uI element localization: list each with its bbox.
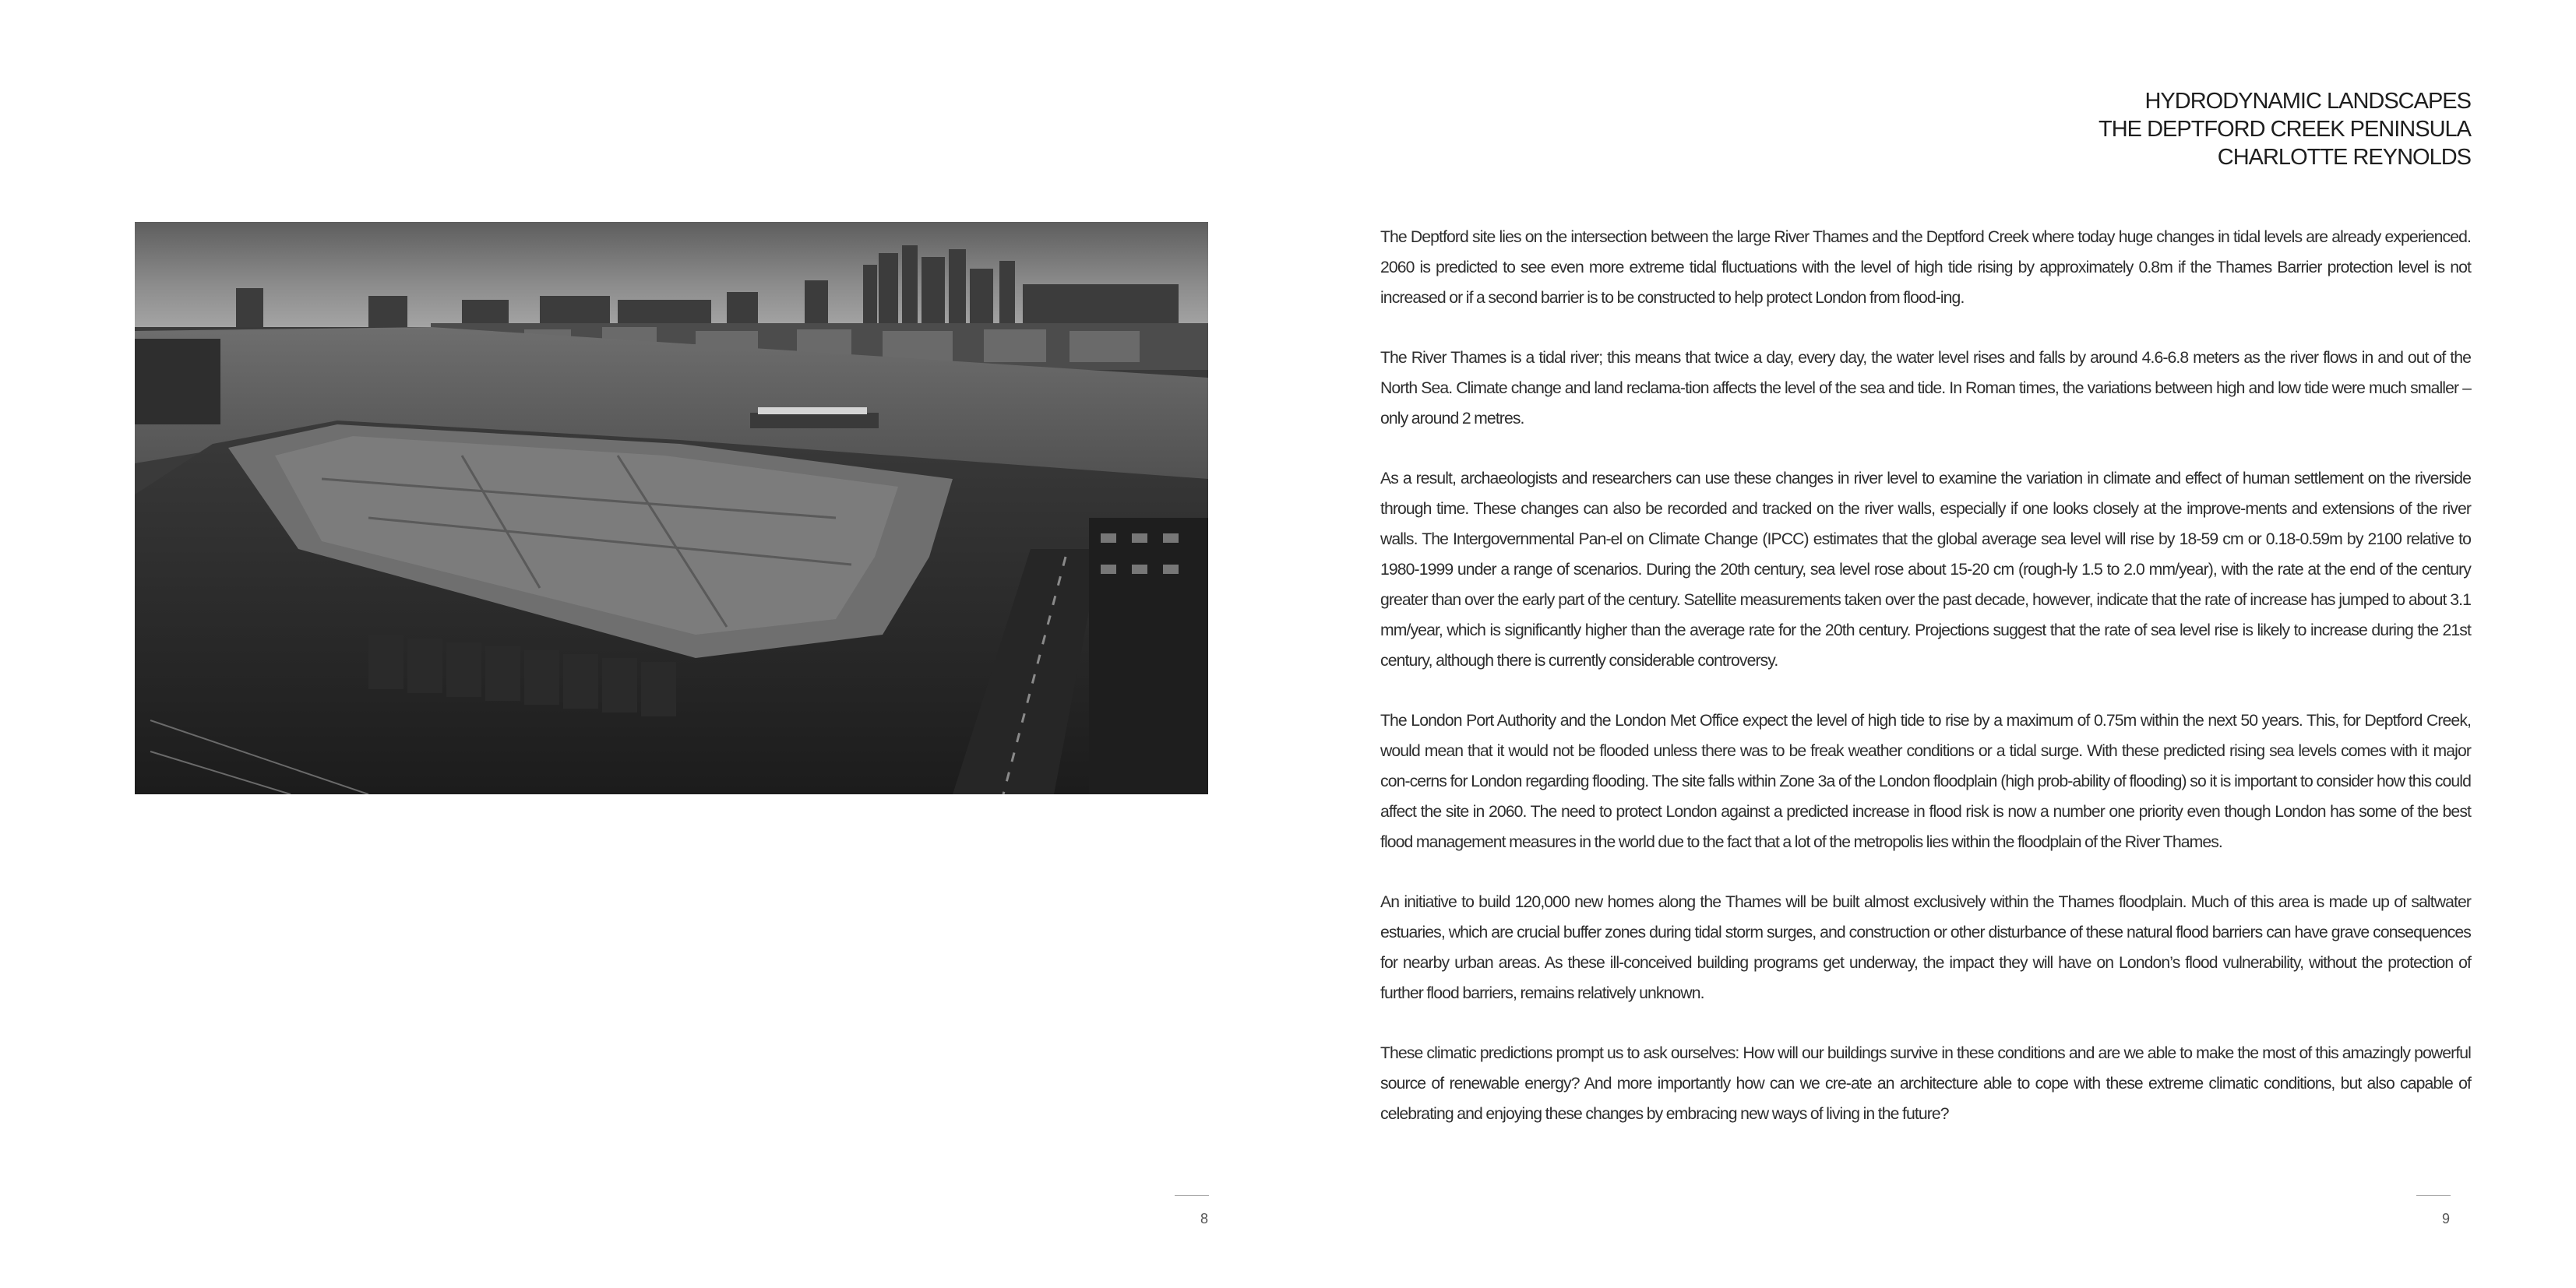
paragraph: An initiative to build 120,000 new homes along the Thames will be built almost exclusively within the Thames floodplain. Much of this area is made up of saltwater estuaries, which are crucial buffer zones during tidal storm surges, and construction or other disturbance of these natural flood barriers can have grave consequences for nearby urban areas. As these ill-conceived building programs get underway, the impact they will have on London’s flood vulnerability, without the protection of further flood barriers, remains relatively unknown. [1380,893,2471,1002]
header-subtitle: THE DEPTFORD CREEK PENINSULA [2099,117,2471,142]
paragraph: The London Port Authority and the London Met Office expect the level of high tide to rise by a maximum of 0.75m within the next 50 years. This, for Deptford Creek, would mean that it would not be flooded unless there was to be freak weather conditions or a tidal surge. With these predicted rising sea levels comes with it major con-cerns for London regarding flooding. The site falls within Zone 3a of the London floodplain (high prob-ability of flooding) so it is important to consider how this could affect the site in 2060. The need to protect London against a predicted increase in flood risk is now a number one priority even though London has some of the best flood management measures in the world due to the fact that a lot of the metropolis lies within the floodplain of the River Thames. [1380,712,2471,851]
paragraph: As a result, archaeologists and researchers can use these changes in river level to examine the variation in climate and effect of human settlement on the riverside through time. These changes can also be recorded and tracked on the river walls, especially if one looks closely at the improve-ments and extensions of the river walls. The Intergovernmental Pan-el on Climate Change (IPCC) estimates that the global average sea level will rise by 18-59 cm or 0.18-0.59m by 2100 relative to 1980-1999 under a range of scenarios. During the 20th century, sea level rose about 15-20 cm (rough-ly 1.5 to 2.0 mm/year), with the rate at the end of the century greater than over the early part of the century. Satellite measurements taken over the past decade, however, indicate that the rate of increase has jumped to about 3.1 mm/year, which is significantly higher than the average rate for the 20th century. Projections suggest that the rate of sea level rise is likely to increase during the 21st century, although there is currently considerable controversy. [1380,470,2471,670]
body-text [1380,222,2471,1129]
right-folio-rule [2416,1195,2451,1196]
right-page [1288,0,2576,1288]
header-author: CHARLOTTE REYNOLDS [2217,145,2471,170]
left-folio-rule [1175,1195,1209,1196]
aerial-photo-image [135,222,1208,794]
paragraph: The Deptford site lies on the intersection between the large River Thames and the Deptford Creek where today huge changes in tidal levels are already experienced. 2060 is predicted to see even more extreme tidal fluctuations with the level of high tide rising by approximately 0.8m if the Thames Barrier protection level is not increased or if a second barrier is to be constructed to help protect London from flood-ing. [1380,228,2471,307]
header-title: HYDRODYNAMIC LANDSCAPES [2144,89,2471,114]
paragraph: These climatic predictions prompt us to ask ourselves: How will our buildings survive in these conditions and are we able to make the most of this amazingly powerful source of renewable energy? And more importantly how can we cre-ate an architecture able to cope with these extreme climatic conditions, but also capable of celebrating and enjoying these changes by embracing new ways of living in the future? [1380,1044,2471,1123]
left-page-number: 8 [1200,1211,1208,1226]
running-header [2099,87,2471,171]
right-page-number: 9 [2441,1211,2450,1226]
paragraph: The River Thames is a tidal river; this means that twice a day, every day, the water level rises and falls by around 4.6-6.8 meters as the river flows in and out of the North Sea. Climate change and land reclama-tion affects the level of the sea and tide. In Roman times, the variations between high and low tide were much smaller – only around 2 metres. [1380,349,2471,428]
aerial-photo [135,222,1208,794]
